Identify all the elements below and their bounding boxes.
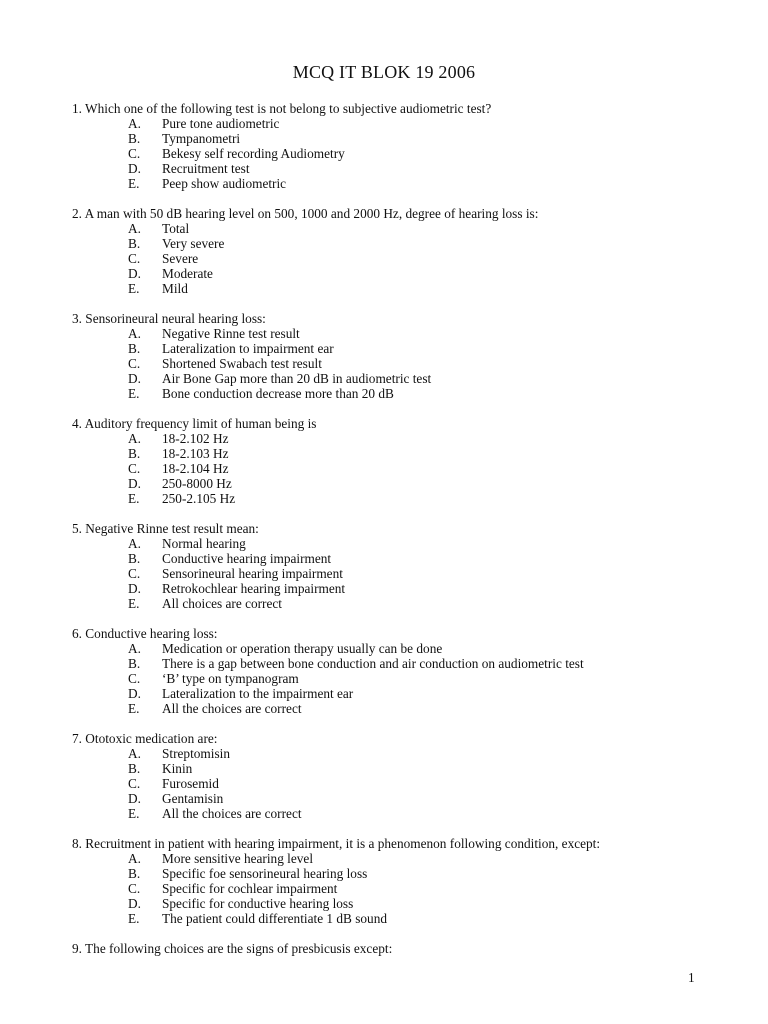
- answer-option: [72, 641, 712, 656]
- option-text: Specific for conductive hearing loss: [162, 896, 354, 911]
- option-text: Air Bone Gap more than 20 dB in audiometric test: [162, 371, 432, 386]
- answer-option: [72, 146, 712, 161]
- question-2: [72, 206, 712, 296]
- option-letter: C.: [128, 671, 141, 686]
- option-letter: D.: [128, 686, 141, 701]
- option-letter: B.: [128, 761, 141, 776]
- option-letter: D.: [128, 581, 141, 596]
- option-text: Normal hearing: [162, 536, 246, 551]
- answer-option: [72, 806, 712, 821]
- question-9: [72, 941, 712, 956]
- option-text: Moderate: [162, 266, 213, 281]
- question-8: [72, 836, 712, 926]
- question-6: [72, 626, 712, 716]
- page-title: MCQ IT BLOK 19 2006: [292, 62, 476, 82]
- answer-option: [72, 671, 712, 686]
- option-text: Gentamisin: [162, 791, 224, 806]
- option-text: Total: [162, 221, 190, 236]
- question-list: [72, 101, 712, 971]
- question-stem: 8. Recruitment in patient with hearing impairment, it is a phenomenon following condition, except:: [72, 836, 601, 851]
- option-text: Shortened Swabach test result: [162, 356, 322, 371]
- option-letter: C.: [128, 251, 141, 266]
- answer-option: [72, 161, 712, 176]
- option-letter: C.: [128, 881, 141, 896]
- option-letter: D.: [128, 266, 141, 281]
- option-letter: E.: [128, 806, 140, 821]
- option-letter: A.: [128, 641, 141, 656]
- option-letter: C.: [128, 461, 141, 476]
- answer-option: [72, 236, 712, 251]
- option-letter: D.: [128, 371, 141, 386]
- answer-option: [72, 761, 712, 776]
- option-letter: E.: [128, 176, 140, 191]
- option-text: ‘B’ type on tympanogram: [162, 671, 299, 686]
- option-text: 250-8000 Hz: [162, 476, 232, 491]
- answer-option: [72, 866, 712, 881]
- option-text: Retrokochlear hearing impairment: [162, 581, 346, 596]
- option-text: All the choices are correct: [162, 806, 302, 821]
- option-letter: B.: [128, 866, 141, 881]
- option-text: Medication or operation therapy usually can be done: [162, 641, 443, 656]
- option-letter: C.: [128, 566, 141, 581]
- option-letter: E.: [128, 281, 140, 296]
- option-letter: B.: [128, 131, 141, 146]
- option-letter: E.: [128, 386, 140, 401]
- option-letter: D.: [128, 476, 141, 491]
- question-stem: 7. Ototoxic medication are:: [72, 731, 218, 746]
- question-stem: 3. Sensorineural neural hearing loss:: [72, 311, 266, 326]
- option-text: Streptomisin: [162, 746, 230, 761]
- option-letter: D.: [128, 896, 141, 911]
- option-text: There is a gap between bone conduction and air conduction on audiometric test: [162, 656, 584, 671]
- option-letter: E.: [128, 911, 140, 926]
- option-text: Bekesy self recording Audiometry: [162, 146, 345, 161]
- answer-option: [72, 491, 712, 506]
- answer-option: [72, 131, 712, 146]
- answer-option: [72, 791, 712, 806]
- answer-option: [72, 581, 712, 596]
- question-stem: 9. The following choices are the signs of presbicusis except:: [72, 941, 393, 956]
- answer-option: [72, 701, 712, 716]
- answer-option: [72, 371, 712, 386]
- answer-option: [72, 596, 712, 611]
- answer-option: [72, 341, 712, 356]
- option-text: Pure tone audiometric: [162, 116, 280, 131]
- question-1: [72, 101, 712, 191]
- option-text: Kinin: [162, 761, 193, 776]
- answer-option: [72, 446, 712, 461]
- option-text: Specific for cochlear impairment: [162, 881, 338, 896]
- option-letter: D.: [128, 791, 141, 806]
- option-letter: E.: [128, 491, 140, 506]
- answer-option: [72, 266, 712, 281]
- option-letter: A.: [128, 536, 141, 551]
- option-text: Bone conduction decrease more than 20 dB: [162, 386, 394, 401]
- answer-option: [72, 386, 712, 401]
- answer-option: [72, 176, 712, 191]
- answer-option: [72, 326, 712, 341]
- option-text: Lateralization to impairment ear: [162, 341, 334, 356]
- option-letter: B.: [128, 551, 141, 566]
- answer-option: [72, 656, 712, 671]
- option-text: Specific foe sensorineural hearing loss: [162, 866, 368, 881]
- answer-option: [72, 911, 712, 926]
- option-letter: E.: [128, 596, 140, 611]
- answer-option: [72, 536, 712, 551]
- answer-option: [72, 356, 712, 371]
- option-letter: C.: [128, 776, 141, 791]
- option-text: Lateralization to the impairment ear: [162, 686, 354, 701]
- answer-option: [72, 881, 712, 896]
- option-letter: A.: [128, 116, 141, 131]
- answer-option: [72, 281, 712, 296]
- option-letter: B.: [128, 341, 141, 356]
- question-stem: 1. Which one of the following test is not belong to subjective audiometric test?: [72, 101, 492, 116]
- answer-option: [72, 566, 712, 581]
- answer-option: [72, 551, 712, 566]
- question-3: [72, 311, 712, 401]
- option-letter: B.: [128, 236, 141, 251]
- option-letter: B.: [128, 656, 141, 671]
- question-stem: 4. Auditory frequency limit of human being is: [72, 416, 317, 431]
- question-stem: 5. Negative Rinne test result mean:: [72, 521, 259, 536]
- option-text: Negative Rinne test result: [162, 326, 300, 341]
- option-letter: A.: [128, 746, 141, 761]
- answer-option: [72, 251, 712, 266]
- option-text: Severe: [162, 251, 199, 266]
- option-text: 18-2.103 Hz: [162, 446, 229, 461]
- answer-option: [72, 776, 712, 791]
- question-5: [72, 521, 712, 611]
- option-text: More sensitive hearing level: [162, 851, 314, 866]
- option-letter: E.: [128, 701, 140, 716]
- answer-option: [72, 851, 712, 866]
- option-text: Peep show audiometric: [162, 176, 287, 191]
- option-letter: C.: [128, 146, 141, 161]
- option-text: 18-2.102 Hz: [162, 431, 229, 446]
- option-text: All the choices are correct: [162, 701, 302, 716]
- option-text: All choices are correct: [162, 596, 282, 611]
- option-letter: D.: [128, 161, 141, 176]
- answer-option: [72, 221, 712, 236]
- page-number: 1: [688, 970, 695, 985]
- answer-option: [72, 686, 712, 701]
- option-text: Tympanometri: [162, 131, 241, 146]
- question-stem: 2. A man with 50 dB hearing level on 500, 1000 and 2000 Hz, degree of hearing loss is:: [72, 206, 539, 221]
- option-letter: A.: [128, 221, 141, 236]
- option-letter: A.: [128, 851, 141, 866]
- option-text: 250-2.105 Hz: [162, 491, 236, 506]
- question-stem: 6. Conductive hearing loss:: [72, 626, 218, 641]
- answer-option: [72, 431, 712, 446]
- option-text: Sensorineural hearing impairment: [162, 566, 343, 581]
- answer-option: [72, 896, 712, 911]
- option-text: The patient could differentiate 1 dB sound: [162, 911, 388, 926]
- option-letter: C.: [128, 356, 141, 371]
- option-text: Very severe: [162, 236, 225, 251]
- option-letter: B.: [128, 446, 141, 461]
- option-text: Mild: [162, 281, 188, 296]
- option-text: Furosemid: [162, 776, 219, 791]
- answer-option: [72, 116, 712, 131]
- question-7: [72, 731, 712, 821]
- option-text: 18-2.104 Hz: [162, 461, 229, 476]
- option-text: Recruitment test: [162, 161, 250, 176]
- answer-option: [72, 461, 712, 476]
- option-text: Conductive hearing impairment: [162, 551, 332, 566]
- option-letter: A.: [128, 326, 141, 341]
- question-4: [72, 416, 712, 506]
- option-letter: A.: [128, 431, 141, 446]
- answer-option: [72, 476, 712, 491]
- answer-option: [72, 746, 712, 761]
